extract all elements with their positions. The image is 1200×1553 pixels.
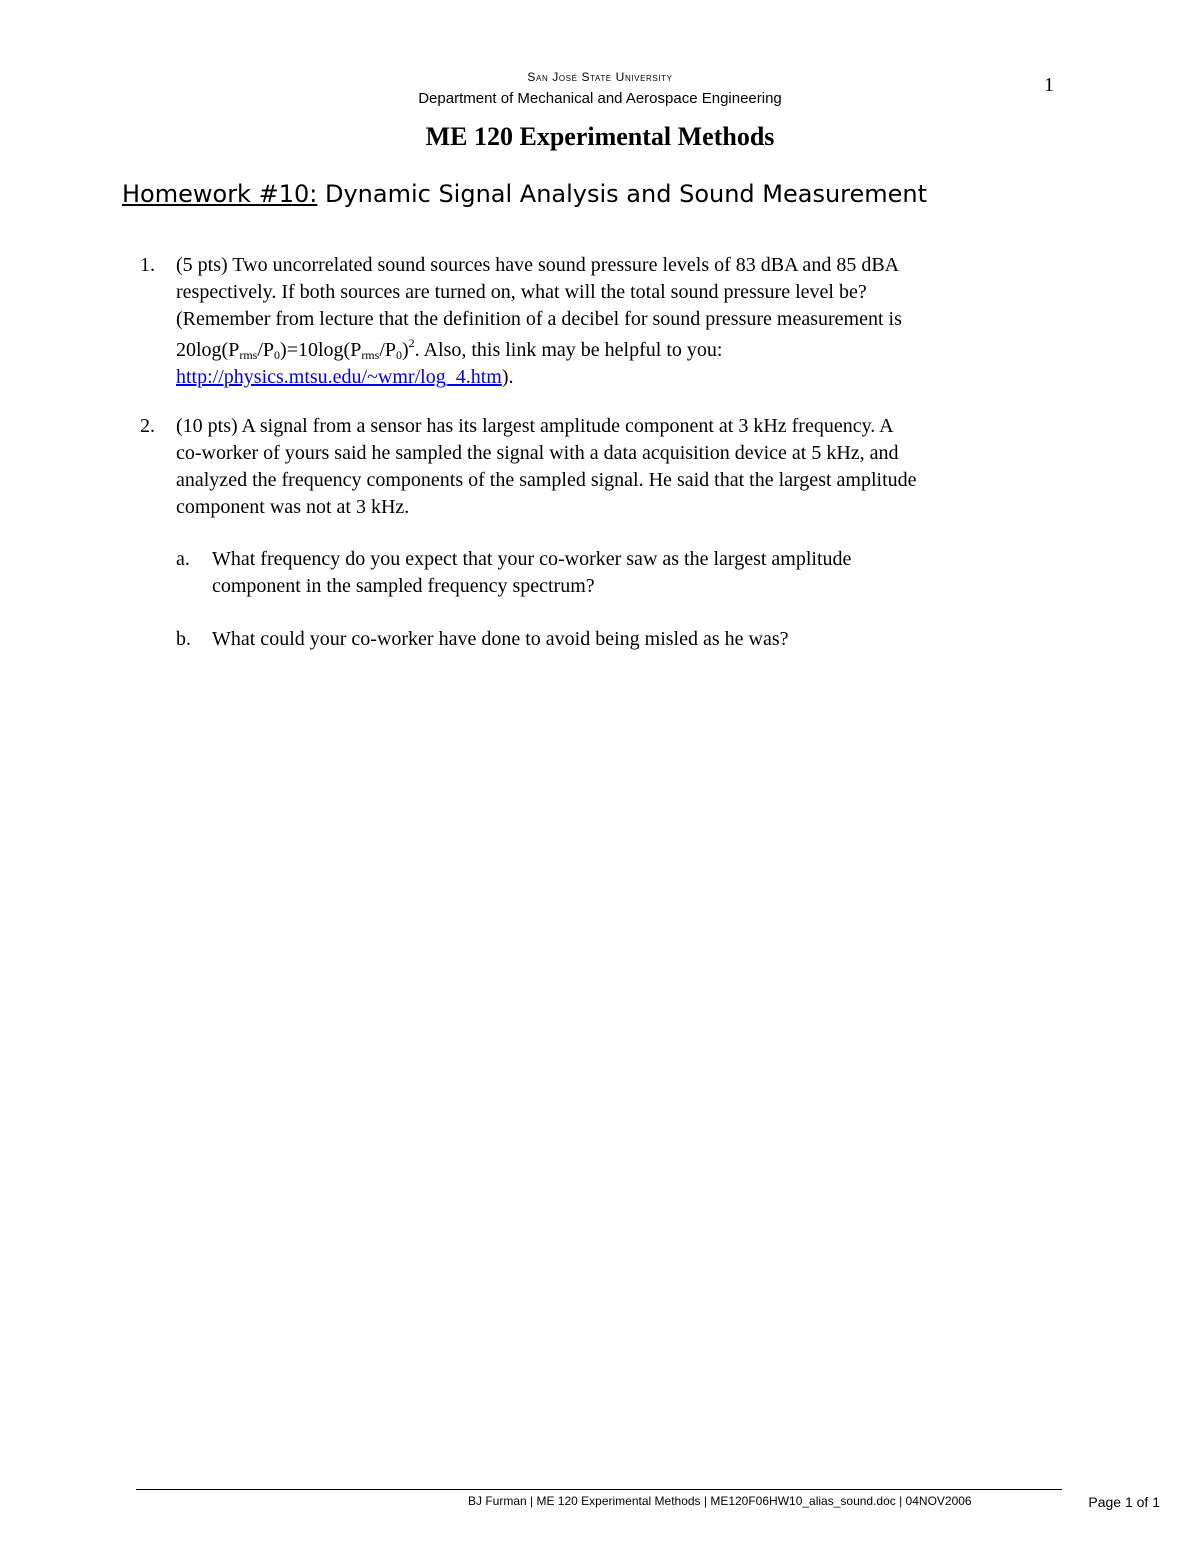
part-line: component in the sampled frequency spectrum?	[212, 575, 595, 597]
footer-page: Page 1 of 1	[1088, 1494, 1160, 1510]
question-line: (5 pts) Two uncorrelated sound sources have sound pressure levels of 83 dBA and 85 dBA	[176, 254, 900, 276]
homework-label: Homework #10:	[122, 180, 318, 208]
decibel-formula-line: $20\log(P_{rms}/P_0)=10\log(P_{rms}/P_0)^2$. Also, this link may be helpful to you:	[176, 336, 723, 362]
part-text	[212, 626, 788, 653]
department-name: Department of Mechanical and Aerospace Engineering	[418, 90, 782, 107]
part-text	[212, 546, 851, 600]
question-number: 1.	[140, 254, 155, 276]
question-line: respectively. If both sources are turned on, what will the total sound pressure level be?	[176, 281, 867, 303]
question-text	[176, 252, 902, 391]
link-line: http://physics.mtsu.edu/~wmr/log_4.htm).	[176, 366, 514, 388]
homework-title: Dynamic Signal Analysis and Sound Measurement	[324, 180, 928, 208]
question-line: co-worker of yours said he sampled the signal with a data acquisition device at 5 kHz, and	[176, 442, 899, 464]
part-line: What frequency do you expect that your co-worker saw as the largest amplitude	[212, 548, 852, 570]
question-line: (Remember from lecture that the definition of a decibel for sound pressure measurement is	[176, 308, 902, 330]
question-number: 2.	[140, 415, 155, 437]
course-title: ME 120 Experimental Methods	[425, 122, 775, 151]
part-letter: b.	[176, 628, 191, 650]
part-line: What could your co-worker have done to avoid being misled as he was?	[212, 628, 789, 650]
question-line: component was not at 3 kHz.	[176, 496, 410, 518]
university-name: San José State University	[527, 70, 673, 84]
footer	[468, 1494, 1160, 1508]
reference-link[interactable]: http://physics.mtsu.edu/~wmr/log_4.htm	[176, 366, 502, 388]
part-letter: a.	[176, 548, 190, 570]
footer-divider	[136, 1489, 1062, 1490]
question-line: analyzed the frequency components of the sampled signal. He said that the largest amplitude	[176, 469, 917, 491]
page-number: 1	[1044, 74, 1054, 96]
footer-text: BJ Furman | ME 120 Experimental Methods | ME120F06HW10_alias_sound.doc | 04NOV2006	[468, 1494, 972, 1508]
question-line: (10 pts) A signal from a sensor has its largest amplitude component at 3 kHz frequency. A	[176, 415, 894, 437]
question-text	[176, 413, 917, 521]
homework-heading	[122, 180, 927, 208]
